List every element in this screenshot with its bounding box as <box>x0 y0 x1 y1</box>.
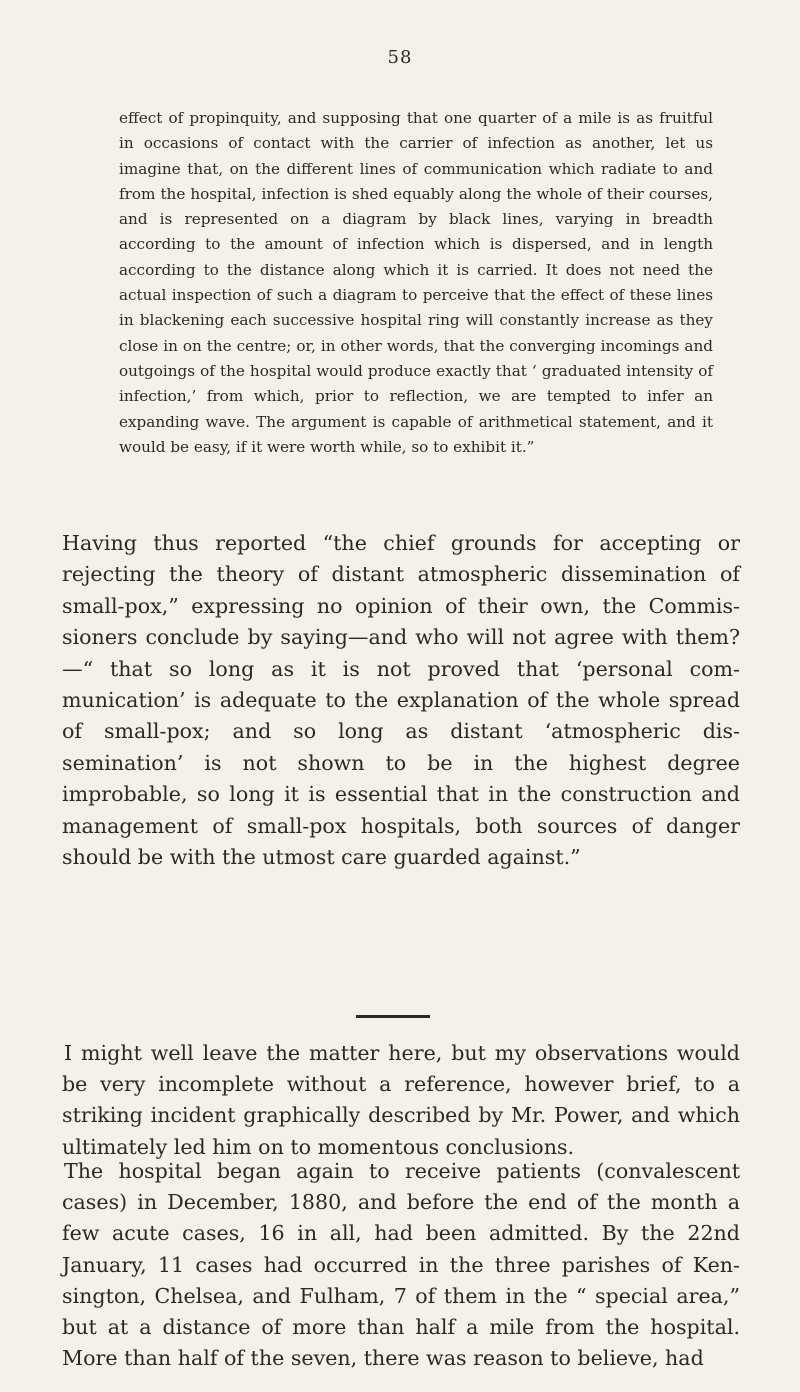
body-paragraph-hospital: The hospital began again to receive patients (convalescent cases) in December, 1880, and before the end of the month a few acute cases, 16 in all, had been admitted. By the 22nd January, 11 cases had occurred in the three parishes of Ken- sington, Chelsea, and Fulham, 7 of them in the “ special area,” but at a distance of more than half a mile from the hospital. More than half of the seven, there was reason to believe, had <box>62 1159 740 1371</box>
page-number: 58 <box>387 47 413 68</box>
quoted-passage: effect of propinquity, and supposing that one quarter of a mile is as fruitful in occasions of contact with the carrier of infection as another, let us imagine that, on the different lines of communication which radiate to and from the hospital, infection is shed equably along the whole of their courses, and is represented on a diagram by black lines, varying in breadth according to the amount of infection which is dispersed, and in length according to the distance along which it is carried. It does not need the actual inspection of such a diagram to perceive that the effect of these lines in blackening each successive hospital ring will constantly increase as they close in on the centre; or, in other words, that the converging incomings and outgoings of the hospital would produce exactly that ‘ graduated intensity of infection,’ from which, prior to reflection, we are tempted to infer an expanding wave. The argument is capable of arithmetical statement, and it would be easy, if it were worth while, so to exhibit it.” <box>119 109 713 456</box>
section-divider <box>356 1015 430 1018</box>
body-paragraph-observations: I might well leave the matter here, but my observations would be very incomplete without a reference, however brief, to a striking incident graphically described by Mr. Power, and which ultimately led him on to momentous conclusions. <box>62 1041 740 1159</box>
body-paragraph-commissioners: Having thus reported “the chief grounds for accepting or rejecting the theory of distant atmospheric dissemination of small-pox,” expressing no opinion of their own, the Commis- sioners conclude by saying—and who will not agree with them?—“ that so long as it is not proved that ‘personal com- munication’ is adequate to the explanation of the whole spread of small-pox; and so long as distant ‘atmospheric dis- semination’ is not shown to be in the highest degree improbable, so long it is essential that in the construction and management of small-pox hospitals, both sources of danger should be with the utmost care guarded against.” <box>62 531 740 870</box>
